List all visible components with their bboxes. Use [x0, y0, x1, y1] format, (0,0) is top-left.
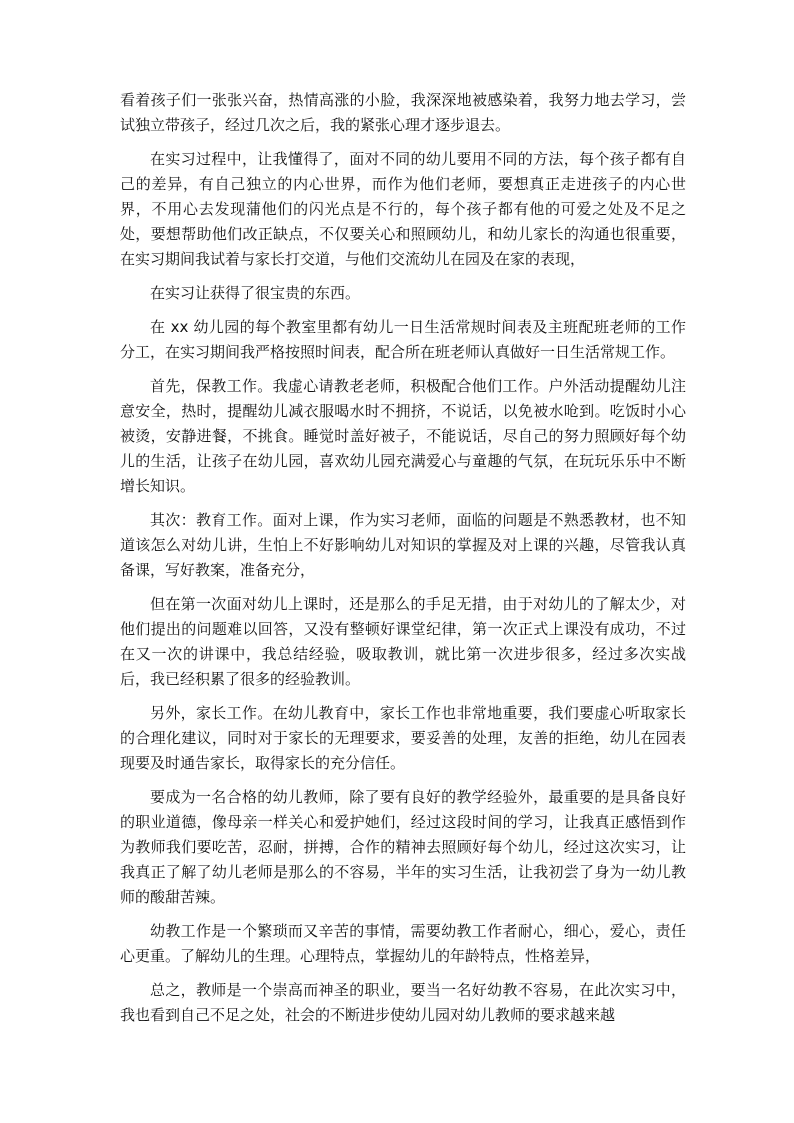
- paragraph-1: 看着孩子们一张张兴奋，热情高涨的小脸，我深深地被感染着，我努力地去学习，尝试独立带孩子，经过几次之后，我的紧张心理才逐步退去。: [120, 91, 686, 134]
- paragraph-5: 首先，保教工作。我虚心请教老老师，积极配合他们工作。户外活动提醒幼儿注意安全，热时，提醒幼儿减衣服喝水时不拥挤，不说话，以免被水呛到。吃饭时小心被烫，安静进餐，不挑食。睡觉时盖好被子，不能说话，尽自己的努力照顾好每个幼儿的生活，让孩子在幼儿园，喜欢幼儿园充满爱心与童趣的气氛，在玩玩乐乐中不断增长知识。: [120, 377, 686, 495]
- document-body: [120, 88, 686, 1037]
- paragraph-8: 另外，家长工作。在幼儿教育中，家长工作也非常地重要，我们要虚心听取家长的合理化建议，同时对于家长的无理要求，要妥善的处理，友善的拒绝，幼儿在园表现要及时通告家长，取得家长的充分信任。: [120, 704, 686, 772]
- paragraph-10: 幼教工作是一个繁琐而又辛苦的事情，需要幼教工作者耐心，细心，爱心，责任心更重。了解幼儿的生理。心理特点，掌握幼儿的年龄特点，性格差异，: [120, 922, 686, 965]
- paragraph-4: 在 xx 幼儿园的每个教室里都有幼儿一日生活常规时间表及主班配班老师的工作分工，在实习期间我严格按照时间表，配合所在班老师认真做好一日生活常规工作。: [120, 318, 686, 361]
- paragraph-6: 其次：教育工作。面对上课，作为实习老师，面临的问题是不熟悉教材，也不知道该怎么对幼儿讲，生怕上不好影响幼儿对知识的掌握及对上课的兴趣，尽管我认真备课，写好教案，准备充分，: [120, 511, 686, 579]
- paragraph-11: 总之，教师是一个崇高而神圣的职业，要当一名好幼教不容易，在此次实习中，我也看到自己不足之处，社会的不断进步使幼儿园对幼儿教师的要求越来越: [120, 981, 686, 1024]
- paragraph-7: 但在第一次面对幼儿上课时，还是那么的手足无措，由于对幼儿的了解太少，对他们提出的问题难以回答，又没有整顿好课堂纪律，第一次正式上课没有成功，不过在又一次的讲课中，我总结经验，吸取教训，就比第一次进步很多，经过多次实战后，我已经积累了很多的经验教训。: [120, 595, 686, 688]
- paragraph-9: 要成为一名合格的幼儿教师，除了要有良好的教学经验外，最重要的是具备良好的职业道德，像母亲一样关心和爱护她们，经过这段时间的学习，让我真正感悟到作为教师我们要吃苦，忍耐，拼搏，合作的精神去照顾好每个幼儿，经过这次实习，让我真正了解了幼儿老师是那么的不容易，半年的实习生活，让我初尝了身为一幼儿教师的酸甜苦辣。: [120, 788, 686, 906]
- paragraph-3: 在实习让获得了很宝贵的东西。: [150, 284, 361, 302]
- paragraph-2: 在实习过程中，让我懂得了，面对不同的幼儿要用不同的方法，每个孩子都有自己的差异，有自己独立的内心世界，而作为他们老师，要想真正走进孩子的内心世界，不用心去发现蒲他们的闪光点是不行的，每个孩子都有他的可爱之处及不足之处，要想帮助他们改正缺点，不仅要关心和照顾幼儿，和幼儿家长的沟通也很重要，在实习期间我试着与家长打交道，与他们交流幼儿在园及在家的表现，: [120, 150, 686, 268]
